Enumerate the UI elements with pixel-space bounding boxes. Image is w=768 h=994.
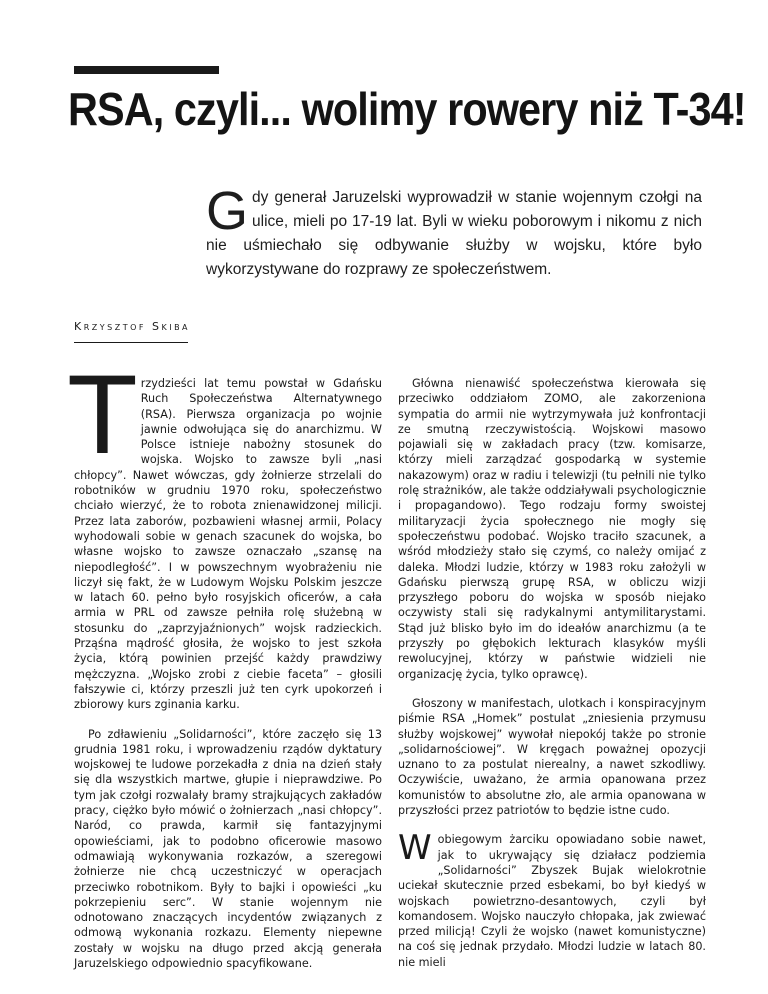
body-paragraph: Po zdławieniu „Solidarności”, które zaczęło się 13 grudnia 1981 roku, i wprowadzeniu rządów dyktatury wojskowej te ludowe porzekadła z dnia na dzień stały się dla wszystkich martwe, głupie i nieprawdziwe. Po tym jak czołgi rozwalały bramy strajkujących zakładów pracy, ciężko było mówić o żołnierzach „nasi chłopcy”. Naród, co prawda, karmił się fantazyjnymi opowieściami, jak to podobno oficerowie masowo odmawiają wykonywania rozkazów, a szeregowi żołnierze nie chcą uczestniczyć w operacjach przeciwko robotnikom. Były to bajki i opowieści „ku pokrzepieniu serc”. W stanie wojennym nie odnotowano znaczących incydentów związanych z odmową wykonania rozkazu. Elementy niepewne zostały w wojsku na długo przed akcją generała Jaruzelskiego odpowiednio spacyfikowane. [74, 727, 382, 970]
drop-cap: W [398, 828, 432, 869]
article-title: RSA, czyli... wolimy rowery niż T-34! [68, 83, 746, 135]
right-column [398, 376, 706, 984]
paragraph-text: obiegowym żarciku opowiadano sobie nawet, jak to ukrywający się działacz podziemia „Solidarności” Zbyszek Bujak wielokrotnie uciekał skutecznie przed esbekami, bo był kiedyś w wojskach powietrzno-desantowych, czyli był komandosem. Wojsko nauczyło chłopaka, jak zwiewać przed milicją! Czyli że wojsko (nawet komunistyczne) na coś się jednak przydało. Młodzi ludzie w latach 80. nie mieli [398, 833, 706, 969]
body-paragraph: Główna nienawiść społeczeństwa kierowała się przeciwko oddziałom ZOMO, ale zakorzeniona sympatia do armii nie wytrzymywała już konfrontacji ze smutną rzeczywistością. Wojskowi masowo pojawiali się w zakładach pracy (tzw. komisarze, którzy mieli zarządzać gospodarką w systemie nakazowym) oraz w radiu i telewizji (tu pełnili nie tylko rolę strażników, ale także oddziaływali psychologicznie i propagandowo). Tego rodzaju formy swoistej militaryzacji życia społecznego nie mogły się społeczeństwu podobać. Wojsko traciło szacunek, a wśród młodzieży stało się czymś, co należy omijać z daleka. Młodzi ludzie, którzy w 1983 roku założyli w Gdańsku pierwszą grupę RSA, w obliczu wizji przyszłego poboru do wojska w sposób niejako oczywisty stali się radykalnymi antymilitarystami. Stąd już blisko było im do ideałów anarchizmu (a te przyszły po głębokich lekturach klasyków myśli rewolucyjnej, którzy w państwie widzieli nie organizację życia, tylko oprawcę). [398, 377, 706, 681]
lead-text: dy generał Jaruzelski wyprowadził w stanie wojennym czołgi na ulice, mieli po 17-19 lat. Byli w wieku poborowym i nikomu z nich nie uśmiechało się odbywanie służby w wojsku, które było wykorzystywane do rozprawy ze społeczeństwem. [206, 189, 702, 278]
body-paragraph [70, 355, 382, 713]
article-lead [206, 181, 702, 282]
left-column [70, 355, 382, 985]
lead-initial: G [206, 181, 249, 241]
body-paragraph: Głoszony w manifestach, ulotkach i konspiracyjnym piśmie RSA „Homek” postulat „zniesienia przymusu służby wojskowej” wywołał niepokój także po stronie „solidarnościowej”. W kręgach poważnej opozycji uznano to za postulat nierealny, a nawet szkodliwy. Oczywiście, uważano, że armia opanowana przez komunistów to absolutne zło, ale armia opanowana w przyszłości przez patriotów to będzie istne cudo. [398, 696, 706, 818]
drop-cap: T [70, 355, 135, 478]
paragraph-text: rzydzieści lat temu powstał w Gdańsku Ruch Społeczeństwa Alternatywnego (RSA). Pierwsza organizacja po wojnie jawnie odwołująca się do anarchizmu. W Polsce istnieje nabożny stosunek do wojska. Wojsko to zawsze byli „nasi chłopcy”. Nawet wówczas, gdy żołnierze strzelali do robotników w grudniu 1970 roku, społeczeństwo chciało wierzyć, że to robota znienawidzonej milicji. Przez lata zaborów, pozbawieni własnej armii, Polacy wyhodowali sobie w genach szacunek do wojska, bo własne wojsko to zawsze oznaczało „szansę na niepodległość”. I w powszechnym wyobrażeniu nie liczył się fakt, że w Ludowym Wojsku Polskim jeszcze w latach 60. pełno było rosyjskich oficerów, a cała armia w PRL od zawsze pełniła rolę służebną w stosunku do „zaprzyjaźnionych” wojsk radzieckich. Prząśna mądrość głosiła, że wojsko to jest szkoła życia, którą powinien przejść każdy prawdziwy mężczyzna. „Wojsko zrobi z ciebie faceta” – głosili fałszywie ci, którzy przeszli już ten cyrk upokorzeń i zbiorowy kurs zginania karku. [74, 377, 382, 712]
body-paragraph [398, 828, 706, 970]
author-byline: Krzysztof Skiba [74, 320, 191, 333]
title-accent-bar [74, 66, 219, 74]
author-divider [74, 342, 188, 343]
